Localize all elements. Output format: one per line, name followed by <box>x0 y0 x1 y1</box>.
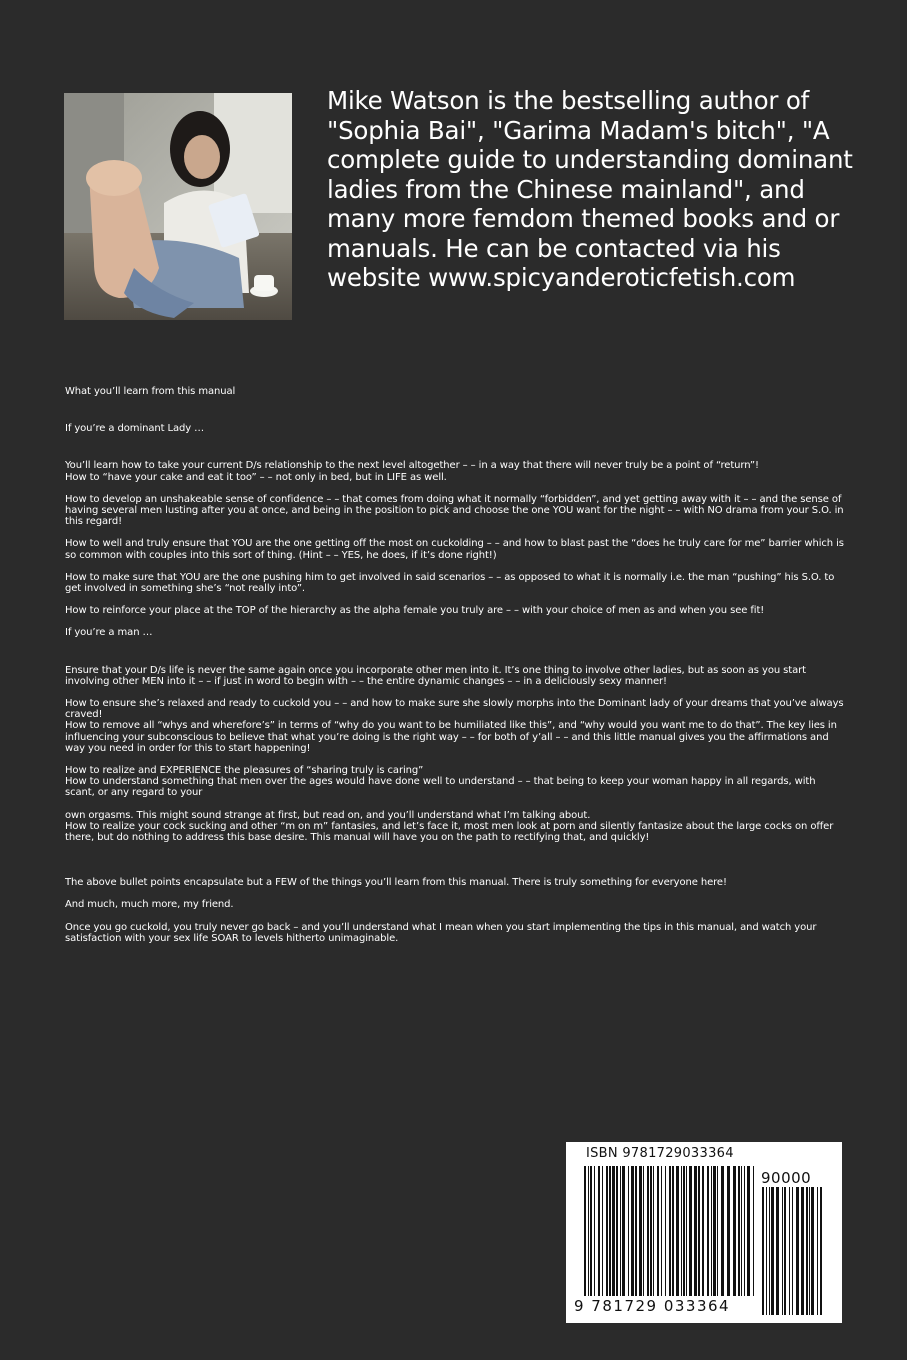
barcode-bar <box>622 1166 625 1296</box>
author-photo <box>64 93 292 320</box>
barcode-bar <box>681 1166 682 1296</box>
manual-heading: What you’ll learn from this manual <box>65 386 236 397</box>
lady-point: How to develop an unshakeable sense of confidence – – that comes from doing what it normally “forbidden”, and yet getting away with it – – and the sense of having several men lusting after you at once, and being in the position to pick and choose the one YOU want for the night – – with NO drama from your S.O. in this regard! <box>65 493 844 528</box>
barcode-bar <box>741 1166 742 1296</box>
barcode-bar <box>771 1187 774 1315</box>
lady-point: How to “have your cake and eat it too” – – not only in bed, but in LIFE as well. <box>65 471 447 483</box>
man-section-heading: If you’re a man … <box>65 627 153 639</box>
barcode-bar <box>672 1166 674 1296</box>
barcode-bar <box>809 1187 810 1315</box>
barcode-bar <box>689 1166 692 1296</box>
barcode-bar <box>738 1166 740 1296</box>
barcode-bar <box>616 1166 618 1296</box>
addon-barcode <box>762 1187 826 1315</box>
barcode-bar <box>657 1166 659 1296</box>
barcode-bar <box>628 1166 629 1296</box>
barcode-bar <box>717 1166 718 1296</box>
barcode-bar <box>762 1187 764 1315</box>
barcode-bar <box>647 1166 649 1296</box>
ean-digits: 9 781729 033364 <box>574 1297 731 1315</box>
man-point: own orgasms. This might sound strange at first, but read on, and you’ll understand what I’m talking about. <box>65 809 591 821</box>
barcode-bar <box>606 1166 608 1296</box>
barcode-bar <box>669 1166 671 1296</box>
barcode-bar <box>620 1166 621 1296</box>
ean-barcode <box>584 1166 754 1296</box>
barcode-bar <box>796 1187 799 1315</box>
closing-text: The above bullet points encapsulate but a FEW of the things you’ll learn from this manual. There is truly something for everyone here! <box>65 877 727 889</box>
barcode-bar <box>683 1166 685 1296</box>
man-point: How to understand something that men over the ages would have done well to understand – – that being to keep your woman happy in all regards, with scant, or any regard to your <box>65 776 816 799</box>
barcode-bar <box>661 1166 662 1296</box>
barcode-bar <box>602 1166 603 1296</box>
barcode-bar <box>643 1166 644 1296</box>
barcode-bar <box>609 1166 611 1296</box>
barcode-bar <box>594 1166 595 1296</box>
barcode-bar <box>653 1166 654 1296</box>
barcode-bar <box>733 1166 736 1296</box>
closing-text: And much, much more, my friend. <box>65 899 234 911</box>
barcode-bar <box>782 1187 783 1315</box>
lady-point: How to well and truly ensure that YOU are the one getting off the most on cuckolding – – and how to blast past the “does he truly care for me” barrier which is so common with couples into this sort of thing. (Hint – – YES, he does, if it’s done right!) <box>65 538 844 561</box>
barcode-bar <box>753 1166 754 1296</box>
author-bio: Mike Watson is the bestselling author of "Sophia Bai", "Garima Madam's bitch", "A complete guide to understanding dominant ladies from the Chinese mainland", and many more femdom themed books and or manuals. He can be contacted via his website www.spicyanderoticfetish.com <box>327 86 853 292</box>
barcode-bar <box>676 1166 679 1296</box>
man-point: How to ensure she’s relaxed and ready to cuckold you – – and how to make sure she slowly morphs into the Dominant lady of your dreams that you’ve always craved! <box>65 698 844 721</box>
man-point: How to realize and EXPERIENCE the pleasures of “sharing truly is caring” <box>65 765 424 777</box>
barcode-bar <box>727 1166 730 1296</box>
barcode-bar <box>635 1166 637 1296</box>
barcode-bar <box>789 1187 790 1315</box>
barcode-bar <box>776 1187 779 1315</box>
lady-point: How to make sure that YOU are the one pushing him to get involved in said scenarios – – as opposed to what it is normally i.e. the man “pushing” his S.O. to get involved in something she’s “not really into”. <box>65 571 835 595</box>
barcode-bar <box>769 1187 770 1315</box>
man-point: Ensure that your D/s life is never the same again once you incorporate other men into it. It’s one thing to involve other ladies, but as soon as you start involving other MEN into it – – if just in word to begin with – – the entire dynamic changes – – in a deliciously sexy manner! <box>65 664 806 687</box>
barcode-bar <box>747 1166 750 1296</box>
barcode-bar <box>801 1187 804 1315</box>
barcode-bar <box>817 1187 818 1315</box>
barcode-bar <box>631 1166 634 1296</box>
barcode-bar <box>766 1187 767 1315</box>
barcode-bar <box>650 1166 652 1296</box>
price-code: 90000 <box>761 1169 812 1187</box>
barcode-bar <box>702 1166 704 1296</box>
barcode-panel <box>566 1142 842 1323</box>
barcode-bar <box>590 1166 592 1296</box>
isbn-label: ISBN 9781729033364 <box>586 1146 734 1161</box>
barcode-bar <box>721 1166 724 1296</box>
lady-point: You’ll learn how to take your current D/s relationship to the next level altogether – – in a way that there will never truly be a point of “return”! <box>65 460 759 472</box>
barcode-bar <box>686 1166 687 1296</box>
barcode-bar <box>820 1187 822 1315</box>
lady-point: How to reinforce your place at the TOP of the hierarchy as the alpha female you truly are – – with your choice of men as and when you see fit! <box>65 605 765 617</box>
man-point: How to remove all “whys and wherefore’s” in terms of “why do you want to be humiliated like this”, and “why would you want me to do that”. The key lies in influencing your subconscious to believe that what you’re doing is the right way – – for both of y’all – – and this little manual gives you the affirmations and way you need in order for this to start happening! <box>65 720 837 754</box>
barcode-bar <box>744 1166 745 1296</box>
barcode-bar <box>665 1166 666 1296</box>
barcode-bar <box>584 1166 586 1296</box>
barcode-bar <box>707 1166 709 1296</box>
barcode-bar <box>698 1166 700 1296</box>
barcode-bar <box>694 1166 697 1296</box>
manual-description <box>65 386 845 944</box>
barcode-bar <box>711 1166 712 1296</box>
barcode-bar <box>792 1187 793 1315</box>
barcode-bar <box>806 1187 808 1315</box>
closing-text: Once you go cuckold, you truly never go back – and you’ll understand what I mean when you start implementing the tips in this manual, and watch your satisfaction with your sex life SOAR to levels hitherto unimaginable. <box>65 921 817 944</box>
barcode-bar <box>598 1166 600 1296</box>
barcode-bar <box>588 1166 589 1296</box>
barcode-bar <box>811 1187 814 1315</box>
lady-section-heading: If you’re a dominant Lady … <box>65 423 205 435</box>
barcode-bar <box>612 1166 615 1296</box>
man-point: How to realize your cock sucking and other “m on m” fantasies, and let’s face it, most men look at porn and silently fantasize about the large cocks on offer there, but do nothing to address this base desire. This manual will have you on the path to rectifying that, and quickly! <box>65 820 834 844</box>
barcode-bar <box>639 1166 642 1296</box>
barcode-bar <box>784 1187 786 1315</box>
barcode-bar <box>713 1166 716 1296</box>
